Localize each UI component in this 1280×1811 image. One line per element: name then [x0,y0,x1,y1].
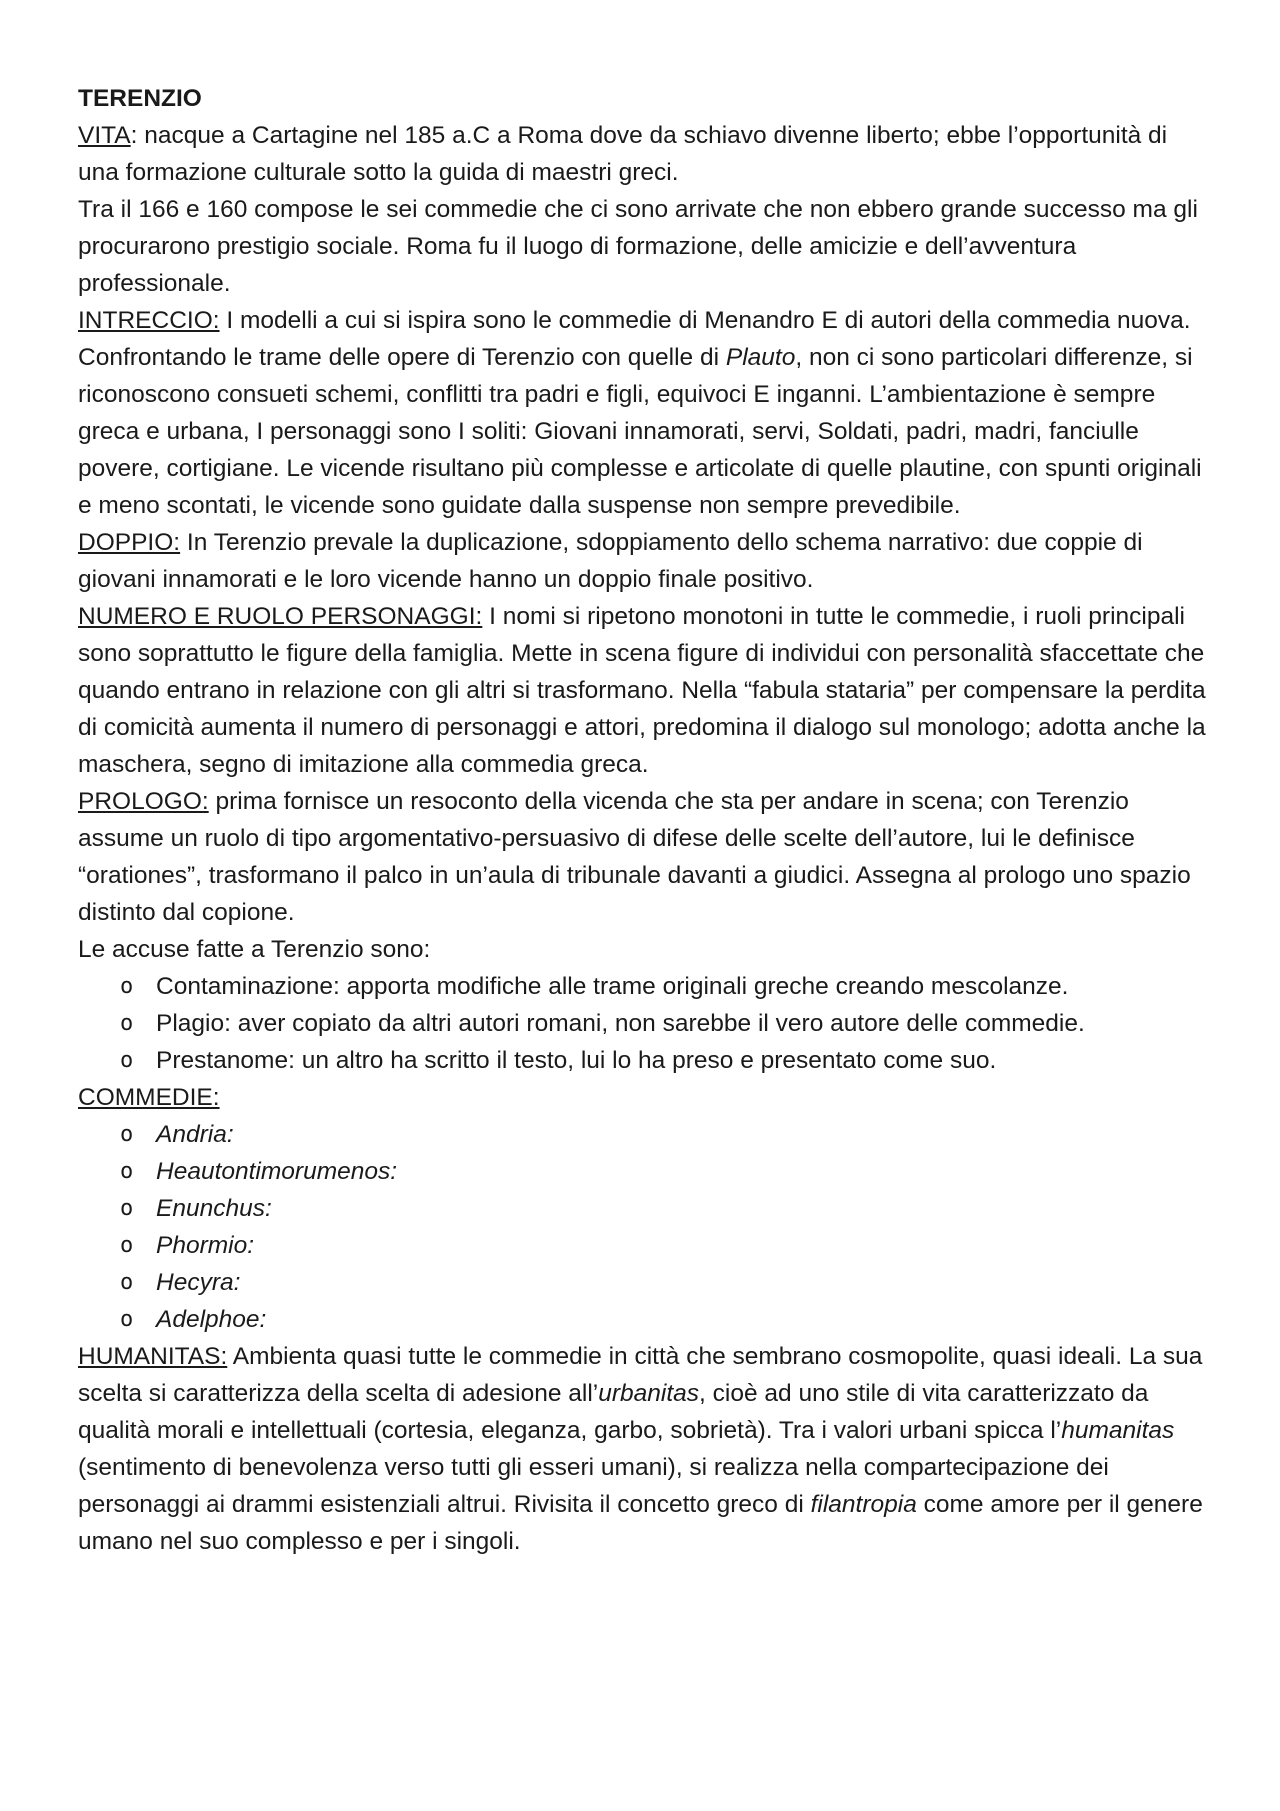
list-item [120,1190,1213,1227]
list-item-text: Plagio: aver copiato da altri autori romani, non sarebbe il vero autore delle commedie. [156,1010,1085,1037]
document-page [78,80,1213,1560]
heading-commedie: COMMEDIE: [78,1084,220,1111]
list-item-text: Enunchus: [156,1195,272,1222]
list-item [120,1301,1213,1338]
section-personaggi [78,598,1213,783]
bullet-icon: o [120,1270,134,1295]
heading-doppio: DOPPIO: [78,529,181,556]
section-intreccio [78,302,1213,524]
accuse-intro: Le accuse fatte a Terenzio sono: [78,936,431,963]
section-commedie [78,1079,1213,1116]
bullet-icon: o [120,1307,134,1332]
humanitas-italic-2: humanitas [1061,1417,1175,1444]
commedie-list [78,1116,1213,1338]
list-item-text: Heautontimorumenos: [156,1158,398,1185]
bullet-icon: o [120,1122,134,1147]
bullet-icon: o [120,1048,134,1073]
bullet-icon: o [120,1196,134,1221]
humanitas-text-3: (sentimento di benevolenza verso tutti gli esseri umani), si realizza nella compartecipazione dei personaggi ai drammi esistenziali altrui. Rivisita il concetto greco di [78,1454,1109,1518]
vita-text-2: Tra il 166 e 160 compose le sei commedie che ci sono arrivate che non ebbero grande successo ma gli procurarono prestigio sociale. Roma fu il luogo di formazione, delle amicizie e dell’avventura professionale. [78,196,1198,297]
prologo-text: prima fornisce un resoconto della vicenda che sta per andare in scena; con Terenzio assume un ruolo di tipo argomentativo-persuasivo di difese delle scelte dell’autore, lui le definisce “orationes”, trasformano il palco in un’aula di tribunale davanti a giudici. Assegna al prologo uno spazio distinto dal copione. [78,788,1191,926]
accuse-list [78,968,1213,1079]
bullet-icon: o [120,1159,134,1184]
list-item [120,968,1213,1005]
list-item-text: Adelphoe: [156,1306,267,1333]
humanitas-text-4: come amore per il genere umano nel suo complesso e per i singoli. [78,1491,1203,1555]
section-humanitas [78,1338,1213,1560]
heading-intreccio: INTRECCIO: [78,307,220,334]
humanitas-italic-3: filantropia [810,1491,917,1518]
list-item-text: Phormio: [156,1232,255,1259]
intreccio-text-italic: Plauto [725,344,796,371]
intreccio-text-a: I modelli a cui si ispira sono le commedie di Menandro E di autori della commedia nuova. Confrontando le trame delle opere di Terenzio con quelle di [78,307,1191,371]
vita-text: : nacque a Cartagine nel 185 a.C a Roma dove da schiavo divenne liberto; ebbe l’opportunità di una formazione culturale sotto la guida di maestri greci. [78,122,1168,186]
section-prologo [78,783,1213,931]
list-item-text: Prestanome: un altro ha scritto il testo, lui lo ha preso e presentato come suo. [156,1047,997,1074]
bullet-icon: o [120,974,134,999]
list-item [120,1264,1213,1301]
list-item [120,1227,1213,1264]
heading-prologo: PROLOGO: [78,788,209,815]
list-item-text: Andria: [156,1121,234,1148]
bullet-icon: o [120,1233,134,1258]
humanitas-italic-1: urbanitas [598,1380,700,1407]
document-title: TERENZIO [78,85,202,112]
intreccio-text-b: , non ci sono particolari differenze, si riconoscono consueti schemi, conflitti tra padri e figli, equivoci E inganni. L’ambientazione è sempre greca e urbana, I personaggi sono I soliti: Giovani innamorati, servi, Soldati, padri, madri, fanciulle povere, cortigiane. Le vicende risultano più complesse e articolate di quelle plautine, con spunti originali e meno scontati, le vicende sono guidate dalla suspense non sempre prevedibile. [78,344,1202,519]
bullet-icon: o [120,1011,134,1036]
personaggi-text: I nomi si ripetono monotoni in tutte le commedie, i ruoli principali sono soprattutto le figure della famiglia. Mette in scena figure di individui con personalità sfaccettate che quando entrano in relazione con gli altri si trasformano. Nella “fabula stataria” per compensare la perdita di comicità aumenta il numero di personaggi e attori, predomina il dialogo sul monologo; adotta anche la maschera, segno di imitazione alla commedia greca. [78,603,1206,778]
humanitas-text-1: Ambienta quasi tutte le commedie in città che sembrano cosmopolite, quasi ideali. La sua scelta si caratterizza della scelta di adesione all’ [78,1343,1203,1407]
list-item [120,1005,1213,1042]
list-item-text: Hecyra: [156,1269,241,1296]
heading-humanitas: HUMANITAS: [78,1343,228,1370]
heading-vita: VITA [78,122,131,149]
heading-personaggi: NUMERO E RUOLO PERSONAGGI: [78,603,483,630]
list-item [120,1153,1213,1190]
list-item-text: Contaminazione: apporta modifiche alle trame originali greche creando mescolanze. [156,973,1069,1000]
section-vita [78,117,1213,191]
humanitas-text-2: , cioè ad uno stile di vita caratterizzato da qualità morali e intellettuali (cortesia, eleganza, garbo, sobrietà). Tra i valori urbani spicca l’ [78,1380,1149,1444]
section-doppio [78,524,1213,598]
doppio-text: In Terenzio prevale la duplicazione, sdoppiamento dello schema narrativo: due coppie di giovani innamorati e le loro vicende hanno un doppio finale positivo. [78,529,1143,593]
list-item [120,1042,1213,1079]
list-item [120,1116,1213,1153]
